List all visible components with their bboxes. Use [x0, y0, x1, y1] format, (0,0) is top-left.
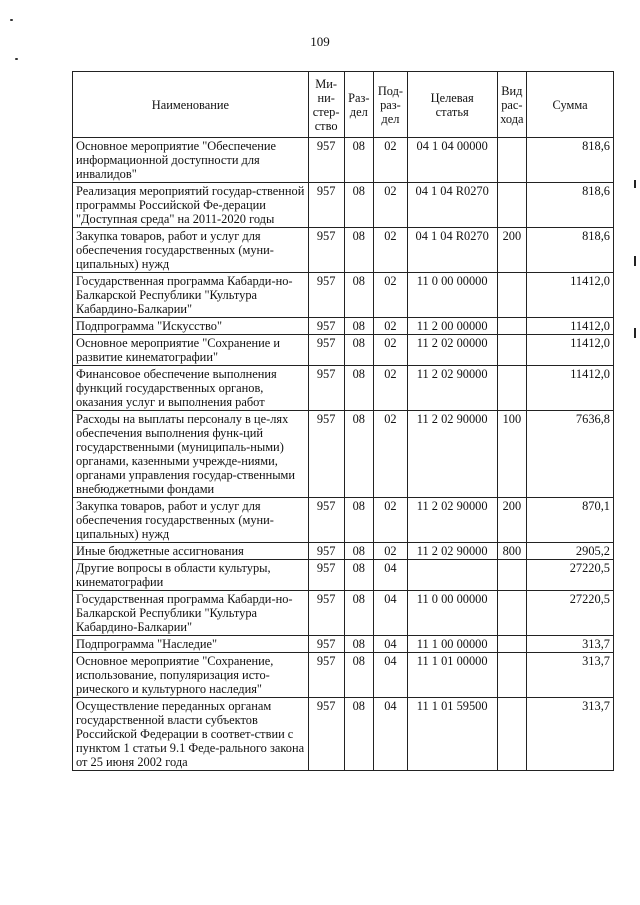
table-row: [73, 183, 614, 228]
cell-target-article: 11 2 02 00000: [407, 335, 497, 366]
cell-target-article: [407, 560, 497, 591]
table-row: [73, 698, 614, 771]
cell-name: Другие вопросы в области культуры, кинематографии: [73, 560, 309, 591]
cell-target-article: 11 0 00 00000: [407, 591, 497, 636]
cell-target-article: 11 2 02 90000: [407, 366, 497, 411]
cell-ministry: 957: [308, 498, 344, 543]
table-row: [73, 273, 614, 318]
page-number: 109: [310, 34, 330, 49]
cell-ministry: 957: [308, 543, 344, 560]
cell-name: Государственная программа Кабарди-но-Балкарской Республики "Культура Кабардино-Балкарии": [73, 591, 309, 636]
cell-name: Основное мероприятие "Сохранение и развитие кинематографии": [73, 335, 309, 366]
cell-target-article: 11 2 00 00000: [407, 318, 497, 335]
cell-expense-type: [497, 560, 527, 591]
cell-subsection: 02: [374, 411, 408, 498]
cell-section: 08: [344, 318, 374, 335]
cell-amount: 7636,8: [527, 411, 614, 498]
cell-name: Основное мероприятие "Обеспечение информационной доступности для инвалидов": [73, 138, 309, 183]
cell-ministry: 957: [308, 183, 344, 228]
cell-expense-type: [497, 273, 527, 318]
table-row: [73, 228, 614, 273]
cell-amount: 11412,0: [527, 335, 614, 366]
cell-target-article: 11 2 02 90000: [407, 543, 497, 560]
budget-table: [72, 71, 614, 771]
table-row: [73, 366, 614, 411]
cell-target-article: 04 1 04 00000: [407, 138, 497, 183]
cell-ministry: 957: [308, 653, 344, 698]
cell-ministry: 957: [308, 273, 344, 318]
table-row: [73, 335, 614, 366]
cell-ministry: 957: [308, 318, 344, 335]
table-row: [73, 498, 614, 543]
scan-edge-mark: [634, 180, 636, 188]
cell-subsection: 02: [374, 273, 408, 318]
cell-subsection: 02: [374, 318, 408, 335]
cell-section: 08: [344, 273, 374, 318]
cell-section: 08: [344, 228, 374, 273]
cell-amount: 27220,5: [527, 591, 614, 636]
header-amount: Сумма: [527, 72, 614, 138]
cell-amount: 313,7: [527, 636, 614, 653]
cell-amount: 313,7: [527, 653, 614, 698]
cell-expense-type: 100: [497, 411, 527, 498]
header-expense-type: Вид рас- хода: [497, 72, 527, 138]
cell-ministry: 957: [308, 335, 344, 366]
cell-expense-type: [497, 183, 527, 228]
cell-expense-type: [497, 653, 527, 698]
cell-section: 08: [344, 335, 374, 366]
cell-name: Осуществление переданных органам государственной власти субъектов Российской Федерации в соответ-ствии с пунктом 1 статьи 9.1 Феде-рального закона от 25 июня 2002 года: [73, 698, 309, 771]
table-row: [73, 318, 614, 335]
cell-subsection: 02: [374, 366, 408, 411]
scan-speck: [15, 58, 18, 60]
cell-subsection: 04: [374, 560, 408, 591]
cell-expense-type: [497, 335, 527, 366]
cell-name: Закупка товаров, работ и услуг для обеспечения государственных (муни-ципальных) нужд: [73, 228, 309, 273]
cell-expense-type: [497, 366, 527, 411]
cell-expense-type: [497, 698, 527, 771]
cell-section: 08: [344, 183, 374, 228]
cell-amount: 11412,0: [527, 366, 614, 411]
cell-section: 08: [344, 653, 374, 698]
cell-target-article: 04 1 04 R0270: [407, 228, 497, 273]
header-target-article: Целевая статья: [407, 72, 497, 138]
cell-ministry: 957: [308, 698, 344, 771]
cell-name: Расходы на выплаты персоналу в це-лях обеспечения выполнения функ-ций государственными (муниципаль-ными) органами, казенными учрежде-ниями, органами управления государ-ственными внебюджетными фондами: [73, 411, 309, 498]
cell-amount: 818,6: [527, 183, 614, 228]
table-row: [73, 653, 614, 698]
cell-expense-type: [497, 138, 527, 183]
cell-ministry: 957: [308, 636, 344, 653]
cell-target-article: 11 2 02 90000: [407, 411, 497, 498]
cell-subsection: 02: [374, 543, 408, 560]
table-row: [73, 543, 614, 560]
table-row: [73, 138, 614, 183]
cell-name: Подпрограмма "Наследие": [73, 636, 309, 653]
cell-amount: 870,1: [527, 498, 614, 543]
cell-section: 08: [344, 498, 374, 543]
cell-expense-type: 200: [497, 228, 527, 273]
cell-subsection: 02: [374, 335, 408, 366]
cell-section: 08: [344, 636, 374, 653]
cell-section: 08: [344, 138, 374, 183]
cell-section: 08: [344, 411, 374, 498]
cell-section: 08: [344, 698, 374, 771]
cell-name: Иные бюджетные ассигнования: [73, 543, 309, 560]
cell-name: Закупка товаров, работ и услуг для обеспечения государственных (муни-ципальных) нужд: [73, 498, 309, 543]
scan-edge-mark: [634, 256, 636, 266]
cell-ministry: 957: [308, 228, 344, 273]
cell-subsection: 02: [374, 228, 408, 273]
cell-subsection: 02: [374, 498, 408, 543]
header-section: Раз- дел: [344, 72, 374, 138]
cell-ministry: 957: [308, 591, 344, 636]
scan-speck: [10, 19, 13, 21]
cell-ministry: 957: [308, 138, 344, 183]
cell-amount: 818,6: [527, 138, 614, 183]
cell-subsection: 04: [374, 636, 408, 653]
header-subsection: Под- раз- дел: [374, 72, 408, 138]
cell-name: Реализация мероприятий государ-ственной программы Российской Фе-дерации "Доступная среда" на 2011-2020 годы: [73, 183, 309, 228]
cell-section: 08: [344, 366, 374, 411]
cell-name: Финансовое обеспечение выполнения функций государственных органов, оказания услуг и выполнения работ: [73, 366, 309, 411]
table-row: [73, 411, 614, 498]
cell-ministry: 957: [308, 366, 344, 411]
cell-name: Государственная программа Кабарди-но-Балкарской Республики "Культура Кабардино-Балкарии": [73, 273, 309, 318]
cell-amount: 2905,2: [527, 543, 614, 560]
cell-target-article: 04 1 04 R0270: [407, 183, 497, 228]
cell-expense-type: 200: [497, 498, 527, 543]
cell-subsection: 04: [374, 591, 408, 636]
cell-amount: 27220,5: [527, 560, 614, 591]
cell-target-article: 11 0 00 00000: [407, 273, 497, 318]
cell-target-article: 11 1 01 00000: [407, 653, 497, 698]
cell-name: Подпрограмма "Искусство": [73, 318, 309, 335]
cell-subsection: 02: [374, 183, 408, 228]
header-name: Наименование: [73, 72, 309, 138]
cell-amount: 313,7: [527, 698, 614, 771]
cell-expense-type: 800: [497, 543, 527, 560]
cell-expense-type: [497, 591, 527, 636]
cell-amount: 11412,0: [527, 318, 614, 335]
cell-amount: 11412,0: [527, 273, 614, 318]
cell-ministry: 957: [308, 411, 344, 498]
table-row: [73, 560, 614, 591]
table-row: [73, 591, 614, 636]
header-ministry: Ми- ни- стер- ство: [308, 72, 344, 138]
scan-edge-mark: [634, 328, 636, 338]
cell-subsection: 02: [374, 138, 408, 183]
cell-ministry: 957: [308, 560, 344, 591]
cell-target-article: 11 2 02 90000: [407, 498, 497, 543]
cell-section: 08: [344, 543, 374, 560]
cell-subsection: 04: [374, 698, 408, 771]
cell-target-article: 11 1 00 00000: [407, 636, 497, 653]
table-header-row: [73, 72, 614, 138]
cell-expense-type: [497, 318, 527, 335]
table-row: [73, 636, 614, 653]
cell-target-article: 11 1 01 59500: [407, 698, 497, 771]
cell-section: 08: [344, 591, 374, 636]
cell-amount: 818,6: [527, 228, 614, 273]
cell-subsection: 04: [374, 653, 408, 698]
cell-name: Основное мероприятие "Сохранение, использование, популяризация исто-рического и культурного наследия": [73, 653, 309, 698]
cell-section: 08: [344, 560, 374, 591]
cell-expense-type: [497, 636, 527, 653]
